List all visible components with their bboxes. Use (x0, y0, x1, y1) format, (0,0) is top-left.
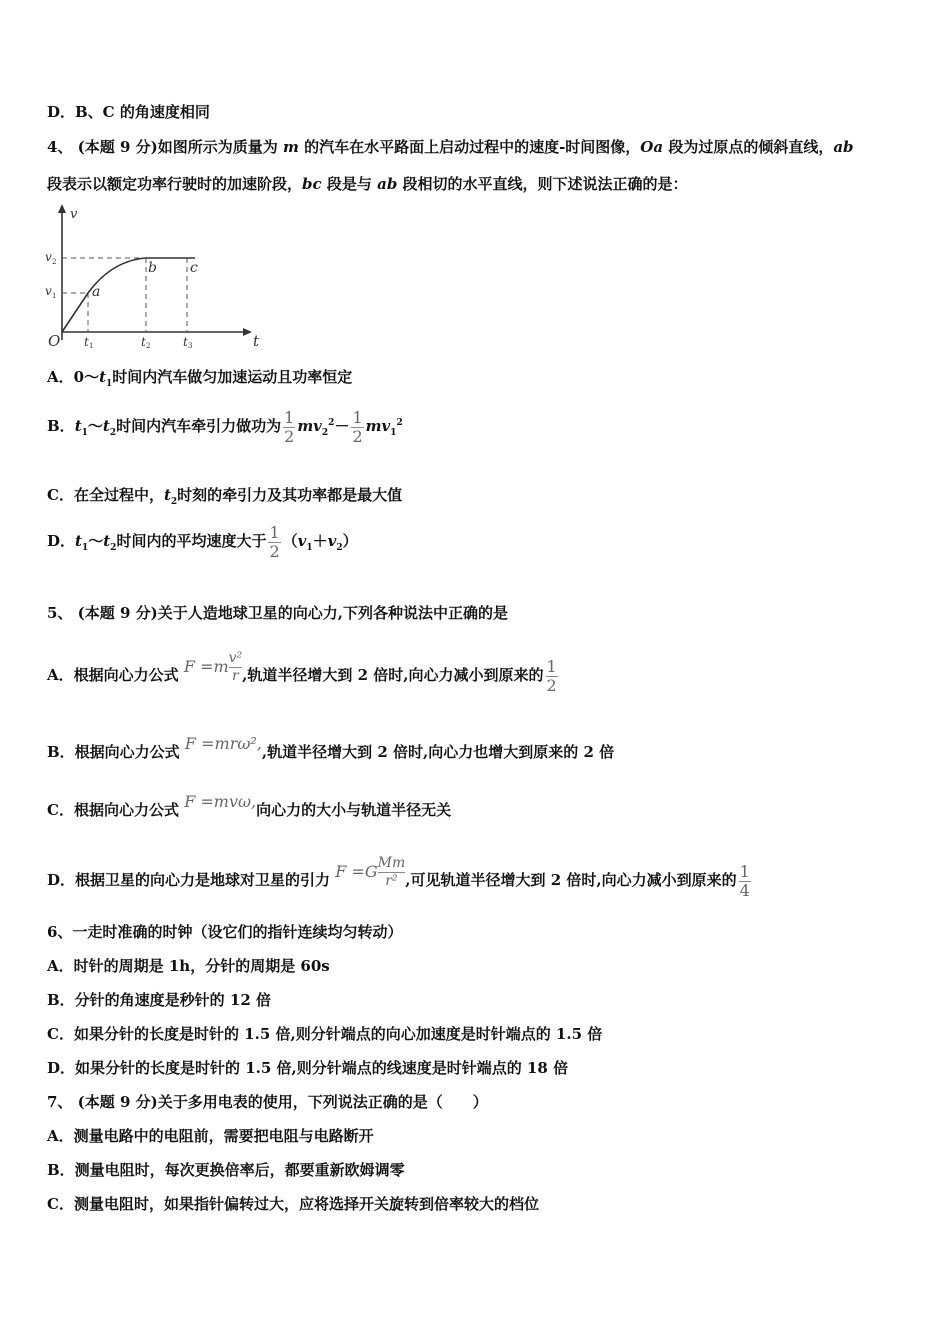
q4-d-half (268, 524, 280, 561)
q4-d-paren-open: （ (282, 532, 298, 550)
q4-stem-2c: 段相切的水平直线，则下述说法正确的是： (397, 175, 688, 193)
q7-option-b: B．测量电阻时，每次更换倍率后，都要重新欧姆调零 (47, 1161, 405, 1179)
q4-a-rest: 时间内汽车做匀加速运动且功率恒定 (112, 368, 353, 386)
q5-a-post: ,轨道半径增大到 2 倍时,向心力减小到原来的 (242, 666, 544, 684)
q7-option-c: C．测量电阻时，如果指针偏转过大，应将选择开关旋转到倍率较大的档位 (47, 1195, 539, 1213)
q4-b-mv1-sub: 1 (390, 428, 397, 438)
q4-b-mv2: mv (297, 417, 322, 435)
q5-a-frac (229, 650, 243, 685)
q4-d-paren-close: ） (342, 532, 358, 550)
q4-a-sub: 1 (106, 379, 113, 389)
v2-label-sub: 2 (52, 258, 57, 266)
q4-ab2: ab (377, 175, 398, 193)
q5-d-fn: 1 (739, 861, 750, 881)
q6-option-a: A．时针的周期是 1h，分针的周期是 60s (47, 957, 330, 975)
q7-option-a: A．测量电路中的电阻前，需要把电阻与电路断开 (47, 1127, 374, 1145)
q5-d-frac (378, 855, 406, 890)
q4-b-half-2 (351, 409, 363, 446)
q4-d-t1: t (75, 532, 82, 550)
q4-stem-2a: 段表示以额定功率行驶时的加速阶段， (47, 175, 303, 193)
q4-d-v2: v (327, 532, 337, 550)
q5-a-den: r (232, 668, 239, 684)
q4-b-mv1: mv (365, 417, 391, 435)
q4-option-d (47, 522, 358, 567)
q5-option-d (47, 849, 753, 903)
q6-stem: 6、一走时准确的时钟（设它们的指针连续均匀转动） (47, 923, 403, 941)
velocity-curve (62, 258, 195, 332)
q5-d-prefix: D．根据卫星的向心力是地球对卫星的引力 (47, 871, 331, 889)
v2-label: v (45, 250, 52, 264)
q5-a-F: F =m (183, 657, 229, 676)
point-c-label: c (190, 260, 198, 276)
q4-a-prefix: A．0～ (47, 368, 100, 386)
q4-b-t2: t (102, 417, 110, 435)
point-b-label: b (148, 260, 157, 276)
q5-d-num: Mm (377, 855, 406, 871)
half-den: 2 (284, 426, 295, 446)
q4-c-rest: 时刻的牵引力及其功率都是最大值 (177, 486, 403, 504)
q5-option-c (47, 784, 451, 828)
q4-stem-line1 (47, 137, 854, 157)
t1-label: t (84, 335, 89, 349)
q4-a-t: t (99, 368, 107, 386)
q4-option-a (47, 367, 352, 394)
q4-d-rest: 时间内的平均速度大于 (116, 532, 267, 550)
q4-b-prefix: B． (47, 417, 75, 435)
q4-c-sub: 2 (170, 497, 178, 507)
t3-label-sub: 3 (188, 342, 193, 350)
q5-d-post: ,可见轨道半径增大到 2 倍时,向心力减小到原来的 (405, 871, 737, 889)
q4-option-b (47, 404, 403, 452)
q4-stem-line2 (47, 174, 688, 194)
q5-d-fd: 4 (739, 880, 750, 900)
q5-d-den: r² (385, 873, 398, 889)
point-a-label: a (92, 284, 101, 300)
half-num: 1 (284, 407, 295, 427)
q4-b-s1: 1 (81, 428, 88, 438)
q5-c-post: 向心力的大小与轨道半径无关 (256, 801, 452, 819)
q4-d-t2: t (103, 532, 111, 550)
q4-d-tilde: ～ (88, 532, 104, 550)
q4-d-prefix: D． (47, 532, 76, 550)
v-axis-arrow (58, 204, 66, 213)
q4-mass-m: m (282, 138, 299, 156)
q5-a-prefix: A．根据向心力公式 (47, 666, 179, 684)
q4-b-tilde: ～ (87, 417, 103, 435)
v1-label: v (45, 284, 52, 298)
q5-stem: 5、 (本题 9 分)关于人造地球卫星的向心力,下列各种说法中正确的是 (47, 604, 508, 622)
q3-option-d: D．B、C 的角速度相同 (47, 103, 210, 121)
half-num: 1 (352, 407, 363, 427)
q4-d-v1-sub: 1 (306, 543, 313, 553)
t3-label: t (183, 335, 188, 349)
q4-b-sq: 2 (328, 418, 335, 428)
q4-d-v2-sub: 2 (336, 543, 343, 553)
q5-b-prefix: B．根据向心力公式 (47, 743, 180, 761)
q4-b-mv2-sub: 2 (321, 428, 329, 438)
q4-stem-2b: 段是与 (321, 175, 378, 193)
q4-stem-1c: 段为过原点的倾斜直线， (663, 138, 834, 156)
q5-c-formula: F =mvω, (184, 792, 257, 811)
q4-b-sq2: 2 (396, 418, 403, 428)
q6-option-d: D．如果分针的长度是时针的 1.5 倍,则分针端点的线速度是时针端点的 18 倍 (47, 1059, 569, 1077)
q4-d-s1: 1 (81, 543, 89, 553)
half-den: 2 (352, 426, 363, 446)
q4-b-half-1 (283, 409, 295, 446)
q5-a-fd: 2 (546, 675, 557, 695)
origin-label: O (48, 332, 61, 350)
q4-b-s2: 2 (109, 428, 117, 438)
q4-ab: ab (833, 138, 854, 156)
q5-option-a (47, 646, 560, 696)
t-axis-label: t (253, 332, 260, 350)
q4-b-minus: － (334, 417, 350, 435)
q5-a-fraction (546, 658, 558, 695)
q5-a-fn: 1 (546, 656, 557, 676)
t2-label: t (141, 335, 146, 349)
q4-b-t1: t (74, 417, 82, 435)
v-axis-label: v (70, 207, 78, 222)
q6-option-c: C．如果分针的长度是时针的 1.5 倍,则分针端点的向心加速度是时针端点的 1.5 倍 (47, 1025, 603, 1043)
q4-option-c (47, 485, 402, 512)
q5-d-F: F =G (335, 862, 378, 881)
q4-d-v1: v (297, 532, 307, 550)
q4-Oa: Oa (640, 138, 664, 156)
q4-c-prefix: C．在全过程中， (47, 486, 164, 504)
q4-bc: bc (302, 175, 322, 193)
q4-stem-1b: 的汽车在水平路面上启动过程中的速度-时间图像， (298, 138, 641, 156)
t-axis-arrow (243, 328, 252, 336)
half-den: 2 (269, 541, 280, 561)
q5-b-formula: F =mrω², (184, 734, 262, 753)
t2-label-sub: 2 (146, 342, 151, 350)
q4-stem-1a: 4、 (本题 9 分)如图所示为质量为 (47, 138, 283, 156)
q7-stem: 7、 (本题 9 分)关于多用电表的使用，下列说法正确的是（ ） (47, 1093, 488, 1111)
q5-a-formula (184, 646, 242, 688)
q5-c-prefix: C．根据向心力公式 (47, 801, 179, 819)
q5-b-post: ,轨道半径增大到 2 倍时,向心力也增大到原来的 2 倍 (261, 743, 615, 761)
v1-label-sub: 1 (52, 292, 57, 300)
q5-option-b (47, 726, 614, 770)
q5-d-formula (335, 849, 405, 895)
q5-d-fraction (739, 863, 751, 900)
t1-label-sub: 1 (89, 342, 94, 350)
velocity-time-graph (40, 200, 270, 352)
q4-d-s2: 2 (110, 543, 117, 553)
q6-option-b: B．分针的角速度是秒针的 12 倍 (47, 991, 271, 1009)
q4-d-plus: ＋ (312, 532, 328, 550)
q5-a-num: v² (228, 650, 243, 666)
q4-b-rest: 时间内汽车牵引力做功为 (116, 417, 282, 435)
half-num: 1 (269, 522, 280, 542)
q4-c-t: t (163, 486, 171, 504)
